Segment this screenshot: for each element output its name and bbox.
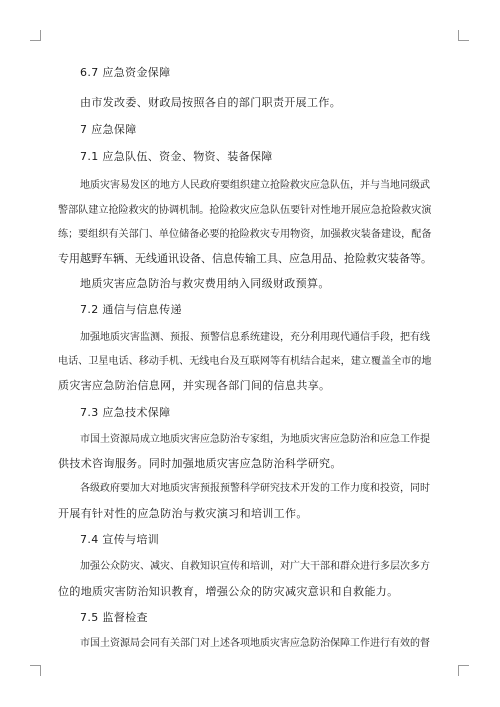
- paragraph-line: 供技术咨询服务。同时加强地质灾害应急防治科学研究。: [58, 457, 342, 470]
- crop-mark-top-right: [458, 30, 469, 41]
- paragraph-line: 电话、卫星电话、移动手机、无线电台及互联网等有机结合起来，建立覆盖全市的地: [58, 356, 432, 367]
- paragraph-line: 练；要组织有关部门、单位储备必要的抢险救灾专用物资，加强救灾装备建设，配备: [58, 229, 432, 240]
- paragraph-line: 加强公众防灾、减灾、自救知识宣传和培训，对广大干部和群众进行多层次多方: [80, 561, 430, 572]
- paragraph-line: 警部队建立抢险救灾的协调机制。抢险救灾应急队伍要针对性地开展应急抢险救灾演: [58, 205, 432, 216]
- crop-mark-top-left: [30, 30, 41, 41]
- paragraph-line: 市国土资源局成立地质灾害应急防治专家组，为地质灾害应急防治和应急工作提: [80, 434, 430, 445]
- paragraph-line: 专用越野车辆、无线通讯设备、信息传输工具、应急用品、抢险救灾装备等。: [58, 252, 432, 265]
- section-heading: 7.5 监督检查: [80, 611, 148, 624]
- paragraph-line: 地质灾害易发区的地方人民政府要组织建立抢险救灾应急队伍，并与当地同级武: [80, 180, 430, 191]
- paragraph-line: 各级政府要加大对地质灾害预报预警科学研究技术开发的工作力度和投资，同时: [80, 483, 430, 494]
- section-heading: 7.1 应急队伍、资金、物资、装备保障: [80, 150, 273, 163]
- section-heading: 7.2 通信与信息传递: [80, 303, 182, 316]
- paragraph-line: 加强地质灾害监测、预报、预警信息系统建设，充分利用现代通信手段，把有线: [80, 332, 430, 343]
- section-heading: 7.4 宣传与培训: [80, 533, 160, 546]
- paragraph-line: 位的地质灾害防治知识教育，增强公众的防灾减灾意识和自救能力。: [58, 585, 399, 598]
- paragraph-line: 由市发改委、财政局按照各自的部门职责开展工作。: [80, 96, 342, 109]
- paragraph-line: 质灾害应急防治信息网，并实现各部门间的信息共享。: [58, 379, 331, 392]
- chapter-heading: 7 应急保障: [80, 123, 137, 136]
- section-heading: 6.7 应急资金保障: [80, 66, 171, 79]
- paragraph-line: 市国土资源局会同有关部门对上述各项地质灾害应急防治保障工作进行有效的督: [80, 638, 430, 649]
- paragraph-line: 地质灾害应急防治与救灾费用纳入同级财政预算。: [80, 277, 330, 290]
- paragraph-line: 开展有针对性的应急防治与救灾演习和培训工作。: [58, 507, 308, 520]
- crop-mark-bottom-left: [30, 665, 41, 676]
- crop-mark-bottom-right: [458, 665, 469, 676]
- section-heading: 7.3 应急技术保障: [80, 406, 171, 419]
